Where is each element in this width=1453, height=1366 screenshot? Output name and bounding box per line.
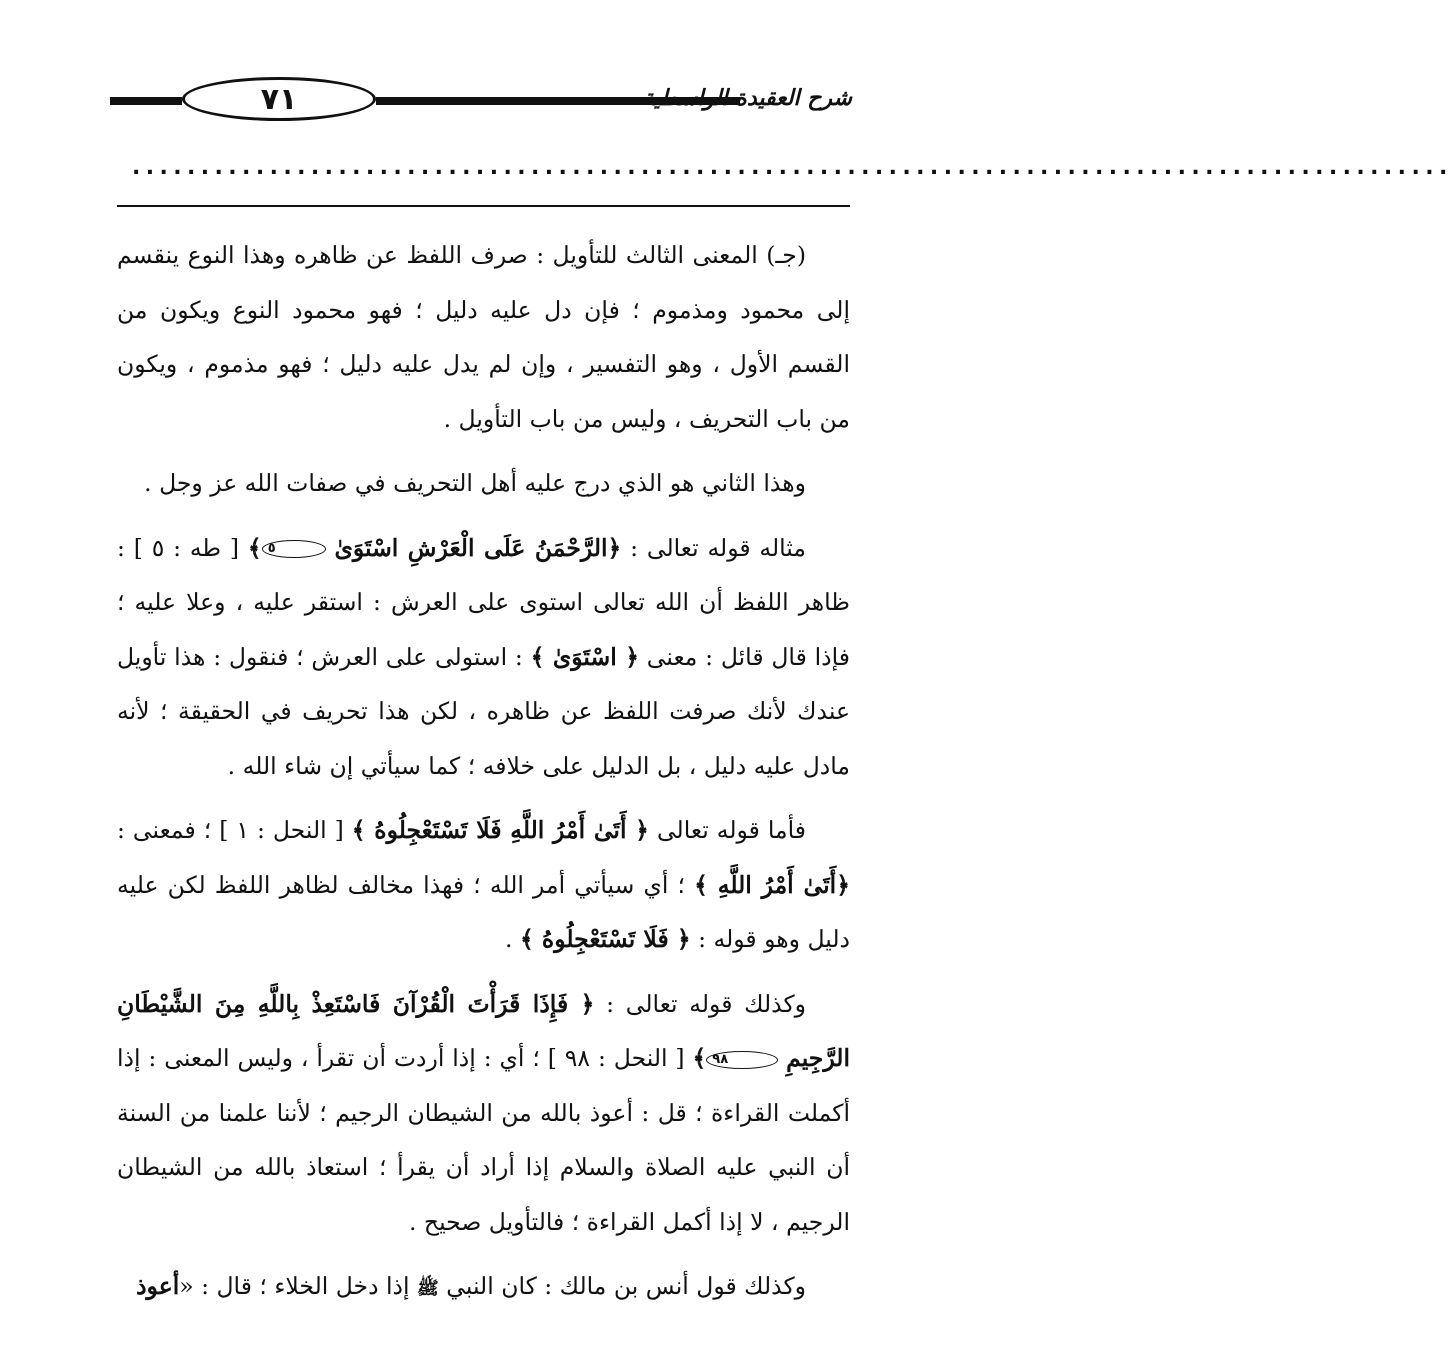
paragraph-4-text: [ النحل : ١ ] ؛ فمعنى : xyxy=(117,816,344,844)
page-number: ٧١ xyxy=(182,77,376,121)
paragraph-6-text: وكذلك قول أنس بن مالك : كان النبي xyxy=(446,1272,806,1300)
quran-bracket-close: ﴾ xyxy=(692,1044,707,1072)
ayah-number-badge: ٩٨ xyxy=(706,1051,778,1069)
paragraph-6-text: إذا دخل الخلاء ؛ قال : « xyxy=(179,1272,410,1300)
paragraph-5-text: وكذلك قوله تعالى : xyxy=(606,989,806,1018)
hadith-quote: أعوذ xyxy=(136,1272,180,1300)
quran-quote: ﴿ فَلَا تَسْتَعْجِلُوهُ ﴾ xyxy=(519,925,691,953)
paragraph-3-text: [ طه : ٥ ] : ظاهر اللفظ أن الله تعالى استوى على العرش : استقر عليه ، وعلا عليه ؛ فإذا قال قائل : معنى xyxy=(117,533,850,671)
paragraph-1: (جـ) المعنى الثالث للتأويل : صرف اللفظ عن ظاهره وهذا النوع ينقسم إلى محمود ومذموم ؛ فإن دل عليه دليل ؛ فهو محمود النوع ويكون من القسم الأول ، وهو التفسير ، وإن لم يدل عليه دليل ؛ فهو مذموم ، ويكون من باب التحريف ، وليس من باب التأويل . xyxy=(117,241,850,433)
paragraph-4-text: ؛ أي سيأتي أمر الله ؛ فهذا مخالف لظاهر اللفظ لكن عليه دليل وهو قوله : xyxy=(117,870,850,953)
paragraph-5 xyxy=(117,977,850,1250)
header-rule-left xyxy=(110,97,182,105)
paragraph-3 xyxy=(117,521,850,794)
quran-quote: ﴿ اسْتَوَىٰ ﴾ xyxy=(530,642,639,671)
book-title: شرح العقيدة الواسطية xyxy=(642,86,852,111)
divider-line xyxy=(117,205,850,207)
ayah-number-badge: ٥ xyxy=(262,540,326,558)
quran-quote: ﴿ أَتَىٰ أَمْرُ اللَّهِ فَلَا تَسْتَعْجِلُوهُ ﴾ xyxy=(351,816,649,844)
paragraph-4-text: فأما قوله تعالى xyxy=(656,816,806,844)
paragraph-3-text: : استولى على العرش ؛ فنقول : هذا تأويل عندك لأنك صرفت اللفظ عن ظاهره ، لكن هذا تحريف في الحقيقة ؛ لأنه مادل عليه دليل ، بل الدليل على خلافه ؛ كما سيأتي إن شاء الله . xyxy=(117,642,850,780)
paragraph-6 xyxy=(117,1259,850,1317)
paragraph-3-text: مثاله قوله تعالى : xyxy=(630,533,806,562)
body-text xyxy=(117,228,850,1317)
quran-bracket-close: ﴾ xyxy=(247,533,262,562)
quran-quote: ﴿أَتَىٰ أَمْرُ اللَّهِ ﴾ xyxy=(694,870,850,899)
paragraph-4-text: . xyxy=(505,925,513,953)
paragraph-4 xyxy=(117,803,850,967)
page-header xyxy=(110,72,852,132)
quran-quote: ﴿الرَّحْمَنُ عَلَى الْعَرْشِ اسْتَوَىٰ xyxy=(334,533,622,562)
dotted-separator: ................................................................................................ xyxy=(132,155,1453,180)
salutation-symbol: ﷺ xyxy=(417,1278,439,1299)
paragraph-5-text: [ النحل : ٩٨ ] ؛ أي : إذا أردت أن تقرأ ، وليس المعنى : إذا أكملت القراءة ؛ قل : أعوذ بالله من الشيطان الرجيم ؛ لأننا علمنا من السنة أن النبي عليه الصلاة والسلام إذا أراد أن يقرأ ؛ استعاذ بالله من الشيطان الرجيم ، لا إذا أكمل القراءة ؛ فالتأويل صحيح . xyxy=(117,1044,850,1236)
paragraph-2: وهذا الثاني هو الذي درج عليه أهل التحريف في صفات الله عز وجل . xyxy=(144,469,806,497)
quran-quote: ﴿ فَإِذَا قَرَأْتَ الْقُرْآنَ فَاسْتَعِذْ بِاللَّهِ مِنَ الشَّيْطَانِ الرَّجِيمِ xyxy=(117,989,850,1072)
